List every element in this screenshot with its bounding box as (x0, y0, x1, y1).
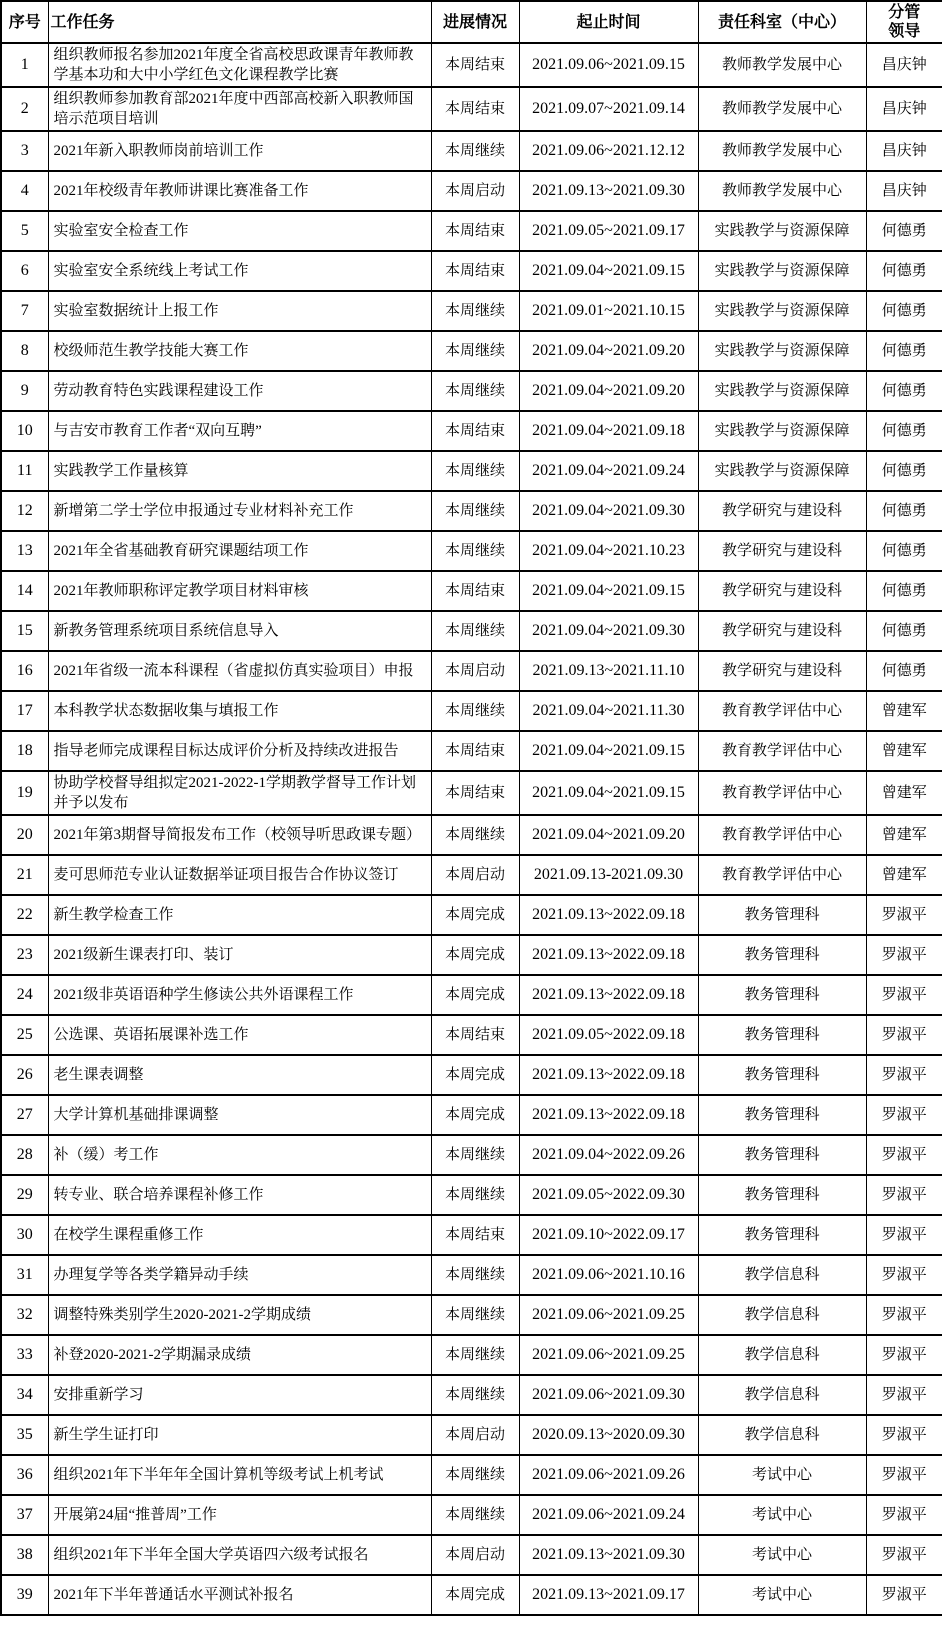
cell-progress: 本周继续 (431, 1455, 519, 1495)
cell-no: 28 (1, 1135, 48, 1175)
cell-leader: 罗淑平 (866, 1175, 942, 1215)
cell-task: 2021级非英语语种学生修读公共外语课程工作 (48, 975, 431, 1015)
cell-dept: 教学研究与建设科 (698, 531, 866, 571)
cell-task: 组织2021年下半年年全国计算机等级考试上机考试 (48, 1455, 431, 1495)
cell-no: 37 (1, 1495, 48, 1535)
table-row (1, 331, 942, 371)
table-row (1, 731, 942, 771)
cell-progress: 本周继续 (431, 1255, 519, 1295)
cell-progress: 本周结束 (431, 1215, 519, 1255)
cell-no: 13 (1, 531, 48, 571)
cell-leader: 罗淑平 (866, 1135, 942, 1175)
cell-task: 安排重新学习 (48, 1375, 431, 1415)
cell-progress: 本周结束 (431, 411, 519, 451)
cell-no: 20 (1, 815, 48, 855)
cell-period: 2021.09.05~2022.09.30 (519, 1175, 698, 1215)
cell-period: 2021.09.13~2022.09.18 (519, 975, 698, 1015)
header-period: 起止时间 (519, 1, 698, 43)
cell-period: 2021.09.04~2021.09.15 (519, 251, 698, 291)
cell-period: 2021.09.07~2021.09.14 (519, 87, 698, 131)
header-progress: 进展情况 (431, 1, 519, 43)
cell-no: 5 (1, 211, 48, 251)
cell-progress: 本周完成 (431, 1055, 519, 1095)
cell-leader: 何德勇 (866, 211, 942, 251)
cell-dept: 教务管理科 (698, 1135, 866, 1175)
cell-task: 新生学生证打印 (48, 1415, 431, 1455)
cell-leader: 何德勇 (866, 291, 942, 331)
cell-leader: 曾建军 (866, 815, 942, 855)
table-row (1, 651, 942, 691)
cell-leader: 昌庆钟 (866, 43, 942, 87)
cell-no: 33 (1, 1335, 48, 1375)
cell-leader: 罗淑平 (866, 1455, 942, 1495)
table-row (1, 1015, 942, 1055)
cell-progress: 本周继续 (431, 371, 519, 411)
cell-leader: 何德勇 (866, 451, 942, 491)
table-row (1, 43, 942, 87)
cell-task: 协助学校督导组拟定2021-2022-1学期教学督导工作计划并予以发布 (48, 771, 431, 815)
cell-progress: 本周继续 (431, 491, 519, 531)
cell-progress: 本周启动 (431, 1535, 519, 1575)
cell-period: 2021.09.06~2021.09.24 (519, 1495, 698, 1535)
cell-task: 劳动教育特色实践课程建设工作 (48, 371, 431, 411)
cell-period: 2021.09.13~2022.09.18 (519, 895, 698, 935)
cell-dept: 实践教学与资源保障 (698, 251, 866, 291)
cell-no: 25 (1, 1015, 48, 1055)
table-row (1, 1575, 942, 1615)
cell-task: 实验室安全系统线上考试工作 (48, 251, 431, 291)
cell-period: 2021.09.13~2022.09.18 (519, 1095, 698, 1135)
cell-no: 8 (1, 331, 48, 371)
cell-dept: 教务管理科 (698, 895, 866, 935)
cell-dept: 教学研究与建设科 (698, 611, 866, 651)
cell-leader: 曾建军 (866, 691, 942, 731)
cell-period: 2021.09.04~2021.09.20 (519, 331, 698, 371)
cell-no: 18 (1, 731, 48, 771)
cell-no: 3 (1, 131, 48, 171)
table-row (1, 691, 942, 731)
cell-period: 2021.09.13~2022.09.18 (519, 935, 698, 975)
table-row (1, 771, 942, 815)
cell-progress: 本周继续 (431, 1295, 519, 1335)
cell-task: 2021年新入职教师岗前培训工作 (48, 131, 431, 171)
table-row (1, 171, 942, 211)
cell-leader: 曾建军 (866, 771, 942, 815)
cell-period: 2021.09.13~2021.09.30 (519, 171, 698, 211)
cell-period: 2021.09.04~2021.09.20 (519, 815, 698, 855)
cell-progress: 本周完成 (431, 895, 519, 935)
cell-no: 19 (1, 771, 48, 815)
cell-leader: 罗淑平 (866, 1095, 942, 1135)
table-header (1, 1, 942, 43)
cell-task: 麦可思师范专业认证数据举证项目报告合作协议签订 (48, 855, 431, 895)
cell-task: 大学计算机基础排课调整 (48, 1095, 431, 1135)
cell-leader: 罗淑平 (866, 1415, 942, 1455)
cell-dept: 教师教学发展中心 (698, 87, 866, 131)
cell-progress: 本周结束 (431, 211, 519, 251)
cell-task: 补（缓）考工作 (48, 1135, 431, 1175)
cell-period: 2021.09.04~2022.09.26 (519, 1135, 698, 1175)
cell-leader: 罗淑平 (866, 975, 942, 1015)
cell-period: 2021.09.04~2021.09.30 (519, 611, 698, 651)
cell-dept: 实践教学与资源保障 (698, 411, 866, 451)
cell-no: 32 (1, 1295, 48, 1335)
header-leader (866, 1, 942, 43)
cell-progress: 本周结束 (431, 87, 519, 131)
cell-dept: 教学研究与建设科 (698, 491, 866, 531)
table-row (1, 1335, 942, 1375)
table-row (1, 1175, 942, 1215)
cell-leader: 罗淑平 (866, 1215, 942, 1255)
cell-progress: 本周继续 (431, 451, 519, 491)
cell-period: 2021.09.06~2021.12.12 (519, 131, 698, 171)
cell-task: 实验室数据统计上报工作 (48, 291, 431, 331)
cell-leader: 何德勇 (866, 371, 942, 411)
cell-no: 11 (1, 451, 48, 491)
table-row (1, 1415, 942, 1455)
cell-task: 补登2020-2021-2学期漏录成绩 (48, 1335, 431, 1375)
cell-progress: 本周继续 (431, 131, 519, 171)
cell-progress: 本周结束 (431, 43, 519, 87)
cell-period: 2021.09.04~2021.09.15 (519, 731, 698, 771)
cell-progress: 本周启动 (431, 651, 519, 691)
cell-period: 2021.09.13~2022.09.18 (519, 1055, 698, 1095)
cell-task: 转专业、联合培养课程补修工作 (48, 1175, 431, 1215)
cell-progress: 本周启动 (431, 1415, 519, 1455)
cell-task: 2021年省级一流本科课程（省虚拟仿真实验项目）申报 (48, 651, 431, 691)
cell-period: 2021.09.04~2021.09.24 (519, 451, 698, 491)
cell-leader: 昌庆钟 (866, 131, 942, 171)
cell-progress: 本周继续 (431, 1375, 519, 1415)
cell-period: 2021.09.04~2021.09.30 (519, 491, 698, 531)
cell-dept: 教育教学评估中心 (698, 771, 866, 815)
cell-task: 组织2021年下半年全国大学英语四六级考试报名 (48, 1535, 431, 1575)
cell-dept: 实践教学与资源保障 (698, 291, 866, 331)
table-row (1, 1135, 942, 1175)
cell-period: 2021.09.10~2022.09.17 (519, 1215, 698, 1255)
cell-dept: 教务管理科 (698, 1175, 866, 1215)
cell-dept: 教务管理科 (698, 1015, 866, 1055)
cell-dept: 考试中心 (698, 1455, 866, 1495)
header-leader-label: 分管领导 (888, 4, 921, 40)
cell-dept: 实践教学与资源保障 (698, 211, 866, 251)
cell-period: 2020.09.13~2020.09.30 (519, 1415, 698, 1455)
cell-task: 2021级新生课表打印、装订 (48, 935, 431, 975)
cell-no: 16 (1, 651, 48, 691)
cell-period: 2021.09.06~2021.09.25 (519, 1295, 698, 1335)
cell-no: 12 (1, 491, 48, 531)
cell-task: 2021年第3期督导简报发布工作（校领导听思政课专题） (48, 815, 431, 855)
cell-no: 4 (1, 171, 48, 211)
cell-leader: 何德勇 (866, 611, 942, 651)
cell-no: 6 (1, 251, 48, 291)
cell-leader: 何德勇 (866, 571, 942, 611)
cell-progress: 本周启动 (431, 855, 519, 895)
cell-progress: 本周继续 (431, 1135, 519, 1175)
table-row (1, 855, 942, 895)
cell-task: 实验室安全检查工作 (48, 211, 431, 251)
table-row (1, 131, 942, 171)
table-row (1, 1055, 942, 1095)
cell-dept: 教学信息科 (698, 1375, 866, 1415)
cell-period: 2021.09.13~2021.09.30 (519, 1535, 698, 1575)
cell-dept: 实践教学与资源保障 (698, 451, 866, 491)
header-no: 序号 (1, 1, 48, 43)
cell-no: 30 (1, 1215, 48, 1255)
cell-progress: 本周结束 (431, 771, 519, 815)
cell-period: 2021.09.13~2021.11.10 (519, 651, 698, 691)
cell-progress: 本周继续 (431, 691, 519, 731)
cell-leader: 何德勇 (866, 491, 942, 531)
cell-dept: 教学研究与建设科 (698, 571, 866, 611)
cell-dept: 教师教学发展中心 (698, 171, 866, 211)
cell-leader: 何德勇 (866, 411, 942, 451)
table-row (1, 1095, 942, 1135)
cell-no: 35 (1, 1415, 48, 1455)
table-row (1, 1535, 942, 1575)
cell-no: 27 (1, 1095, 48, 1135)
cell-progress: 本周完成 (431, 975, 519, 1015)
cell-leader: 曾建军 (866, 855, 942, 895)
cell-no: 2 (1, 87, 48, 131)
cell-no: 38 (1, 1535, 48, 1575)
cell-dept: 教育教学评估中心 (698, 855, 866, 895)
cell-dept: 考试中心 (698, 1535, 866, 1575)
table-row (1, 975, 942, 1015)
cell-no: 36 (1, 1455, 48, 1495)
table-row (1, 571, 942, 611)
cell-task: 本科教学状态数据收集与填报工作 (48, 691, 431, 731)
cell-no: 26 (1, 1055, 48, 1095)
cell-progress: 本周完成 (431, 935, 519, 975)
cell-leader: 罗淑平 (866, 1375, 942, 1415)
cell-task: 组织教师报名参加2021年度全省高校思政课青年教师教学基本功和大中小学红色文化课程教学比赛 (48, 43, 431, 87)
cell-task: 开展第24届“推普周”工作 (48, 1495, 431, 1535)
cell-leader: 罗淑平 (866, 1055, 942, 1095)
cell-period: 2021.09.04~2021.09.18 (519, 411, 698, 451)
cell-period: 2021.09.13~2021.09.17 (519, 1575, 698, 1615)
cell-period: 2021.09.04~2021.09.15 (519, 571, 698, 611)
table-row (1, 1455, 942, 1495)
cell-leader: 昌庆钟 (866, 87, 942, 131)
cell-no: 7 (1, 291, 48, 331)
cell-dept: 教育教学评估中心 (698, 731, 866, 771)
cell-leader: 何德勇 (866, 331, 942, 371)
cell-no: 39 (1, 1575, 48, 1615)
cell-leader: 罗淑平 (866, 895, 942, 935)
table-row (1, 371, 942, 411)
header-dept: 责任科室（中心） (698, 1, 866, 43)
cell-leader: 何德勇 (866, 531, 942, 571)
cell-task: 调整特殊类别学生2020-2021-2学期成绩 (48, 1295, 431, 1335)
cell-leader: 罗淑平 (866, 1575, 942, 1615)
table-row (1, 895, 942, 935)
cell-progress: 本周继续 (431, 611, 519, 651)
table-row (1, 1375, 942, 1415)
cell-period: 2021.09.06~2021.10.16 (519, 1255, 698, 1295)
cell-progress: 本周完成 (431, 1575, 519, 1615)
table-row (1, 291, 942, 331)
cell-no: 9 (1, 371, 48, 411)
cell-no: 22 (1, 895, 48, 935)
cell-period: 2021.09.13-2021.09.30 (519, 855, 698, 895)
cell-no: 24 (1, 975, 48, 1015)
cell-period: 2021.09.06~2021.09.15 (519, 43, 698, 87)
cell-task: 公选课、英语拓展课补选工作 (48, 1015, 431, 1055)
cell-period: 2021.09.05~2022.09.18 (519, 1015, 698, 1055)
cell-task: 老生课表调整 (48, 1055, 431, 1095)
cell-progress: 本周结束 (431, 1015, 519, 1055)
cell-leader: 罗淑平 (866, 935, 942, 975)
cell-progress: 本周继续 (431, 815, 519, 855)
table-row (1, 1295, 942, 1335)
cell-dept: 教学研究与建设科 (698, 651, 866, 691)
cell-dept: 教育教学评估中心 (698, 815, 866, 855)
cell-no: 23 (1, 935, 48, 975)
cell-task: 2021年教师职称评定教学项目材料审核 (48, 571, 431, 611)
cell-progress: 本周继续 (431, 1175, 519, 1215)
table-row (1, 935, 942, 975)
cell-no: 14 (1, 571, 48, 611)
cell-dept: 教师教学发展中心 (698, 43, 866, 87)
cell-progress: 本周结束 (431, 571, 519, 611)
cell-task: 2021年校级青年教师讲课比赛准备工作 (48, 171, 431, 211)
cell-task: 新生教学检查工作 (48, 895, 431, 935)
cell-task: 实践教学工作量核算 (48, 451, 431, 491)
cell-no: 15 (1, 611, 48, 651)
cell-task: 办理复学等各类学籍异动手续 (48, 1255, 431, 1295)
cell-leader: 罗淑平 (866, 1015, 942, 1055)
cell-task: 组织教师参加教育部2021年度中西部高校新入职教师国培示范项目培训 (48, 87, 431, 131)
table-row (1, 451, 942, 491)
cell-dept: 实践教学与资源保障 (698, 371, 866, 411)
cell-progress: 本周启动 (431, 171, 519, 211)
cell-task: 指导老师完成课程目标达成评价分析及持续改进报告 (48, 731, 431, 771)
cell-period: 2021.09.04~2021.09.15 (519, 771, 698, 815)
cell-progress: 本周完成 (431, 1095, 519, 1135)
cell-period: 2021.09.06~2021.09.26 (519, 1455, 698, 1495)
cell-leader: 昌庆钟 (866, 171, 942, 211)
cell-leader: 何德勇 (866, 251, 942, 291)
cell-dept: 教务管理科 (698, 1095, 866, 1135)
table-row (1, 1255, 942, 1295)
cell-dept: 教务管理科 (698, 1215, 866, 1255)
cell-no: 10 (1, 411, 48, 451)
cell-period: 2021.09.04~2021.10.23 (519, 531, 698, 571)
table-row (1, 411, 942, 451)
cell-dept: 教学信息科 (698, 1255, 866, 1295)
cell-task: 校级师范生教学技能大赛工作 (48, 331, 431, 371)
cell-leader: 罗淑平 (866, 1295, 942, 1335)
cell-progress: 本周继续 (431, 531, 519, 571)
cell-leader: 罗淑平 (866, 1255, 942, 1295)
cell-no: 31 (1, 1255, 48, 1295)
cell-dept: 教务管理科 (698, 975, 866, 1015)
cell-dept: 教务管理科 (698, 935, 866, 975)
table-row (1, 1495, 942, 1535)
cell-task: 2021年下半年普通话水平测试补报名 (48, 1575, 431, 1615)
cell-progress: 本周继续 (431, 291, 519, 331)
table-row (1, 815, 942, 855)
cell-progress: 本周结束 (431, 731, 519, 771)
header-row (1, 1, 942, 43)
cell-period: 2021.09.01~2021.10.15 (519, 291, 698, 331)
cell-task: 与吉安市教育工作者“双向互聘” (48, 411, 431, 451)
cell-dept: 教学信息科 (698, 1335, 866, 1375)
cell-period: 2021.09.04~2021.11.30 (519, 691, 698, 731)
header-task: 工作任务 (48, 1, 431, 43)
cell-dept: 考试中心 (698, 1575, 866, 1615)
table-row (1, 491, 942, 531)
cell-progress: 本周继续 (431, 1495, 519, 1535)
cell-leader: 罗淑平 (866, 1495, 942, 1535)
cell-task: 在校学生课程重修工作 (48, 1215, 431, 1255)
table-row (1, 611, 942, 651)
table-row (1, 1215, 942, 1255)
cell-no: 1 (1, 43, 48, 87)
table-row (1, 531, 942, 571)
cell-period: 2021.09.06~2021.09.25 (519, 1335, 698, 1375)
cell-dept: 实践教学与资源保障 (698, 331, 866, 371)
cell-period: 2021.09.04~2021.09.20 (519, 371, 698, 411)
cell-progress: 本周继续 (431, 1335, 519, 1375)
cell-no: 21 (1, 855, 48, 895)
cell-period: 2021.09.05~2021.09.17 (519, 211, 698, 251)
cell-task: 新教务管理系统项目系统信息导入 (48, 611, 431, 651)
cell-leader: 罗淑平 (866, 1335, 942, 1375)
cell-task: 2021年全省基础教育研究课题结项工作 (48, 531, 431, 571)
cell-leader: 罗淑平 (866, 1535, 942, 1575)
table-row (1, 211, 942, 251)
cell-dept: 教学信息科 (698, 1415, 866, 1455)
cell-period: 2021.09.06~2021.09.30 (519, 1375, 698, 1415)
cell-no: 34 (1, 1375, 48, 1415)
cell-dept: 教务管理科 (698, 1055, 866, 1095)
table-row (1, 251, 942, 291)
cell-no: 29 (1, 1175, 48, 1215)
cell-progress: 本周继续 (431, 331, 519, 371)
cell-progress: 本周结束 (431, 251, 519, 291)
table-row (1, 87, 942, 131)
task-table-body (1, 43, 942, 1615)
cell-task: 新增第二学士学位申报通过专业材料补充工作 (48, 491, 431, 531)
cell-dept: 考试中心 (698, 1495, 866, 1535)
cell-dept: 教育教学评估中心 (698, 691, 866, 731)
cell-leader: 何德勇 (866, 651, 942, 691)
cell-dept: 教师教学发展中心 (698, 131, 866, 171)
cell-dept: 教学信息科 (698, 1295, 866, 1335)
cell-leader: 曾建军 (866, 731, 942, 771)
cell-no: 17 (1, 691, 48, 731)
